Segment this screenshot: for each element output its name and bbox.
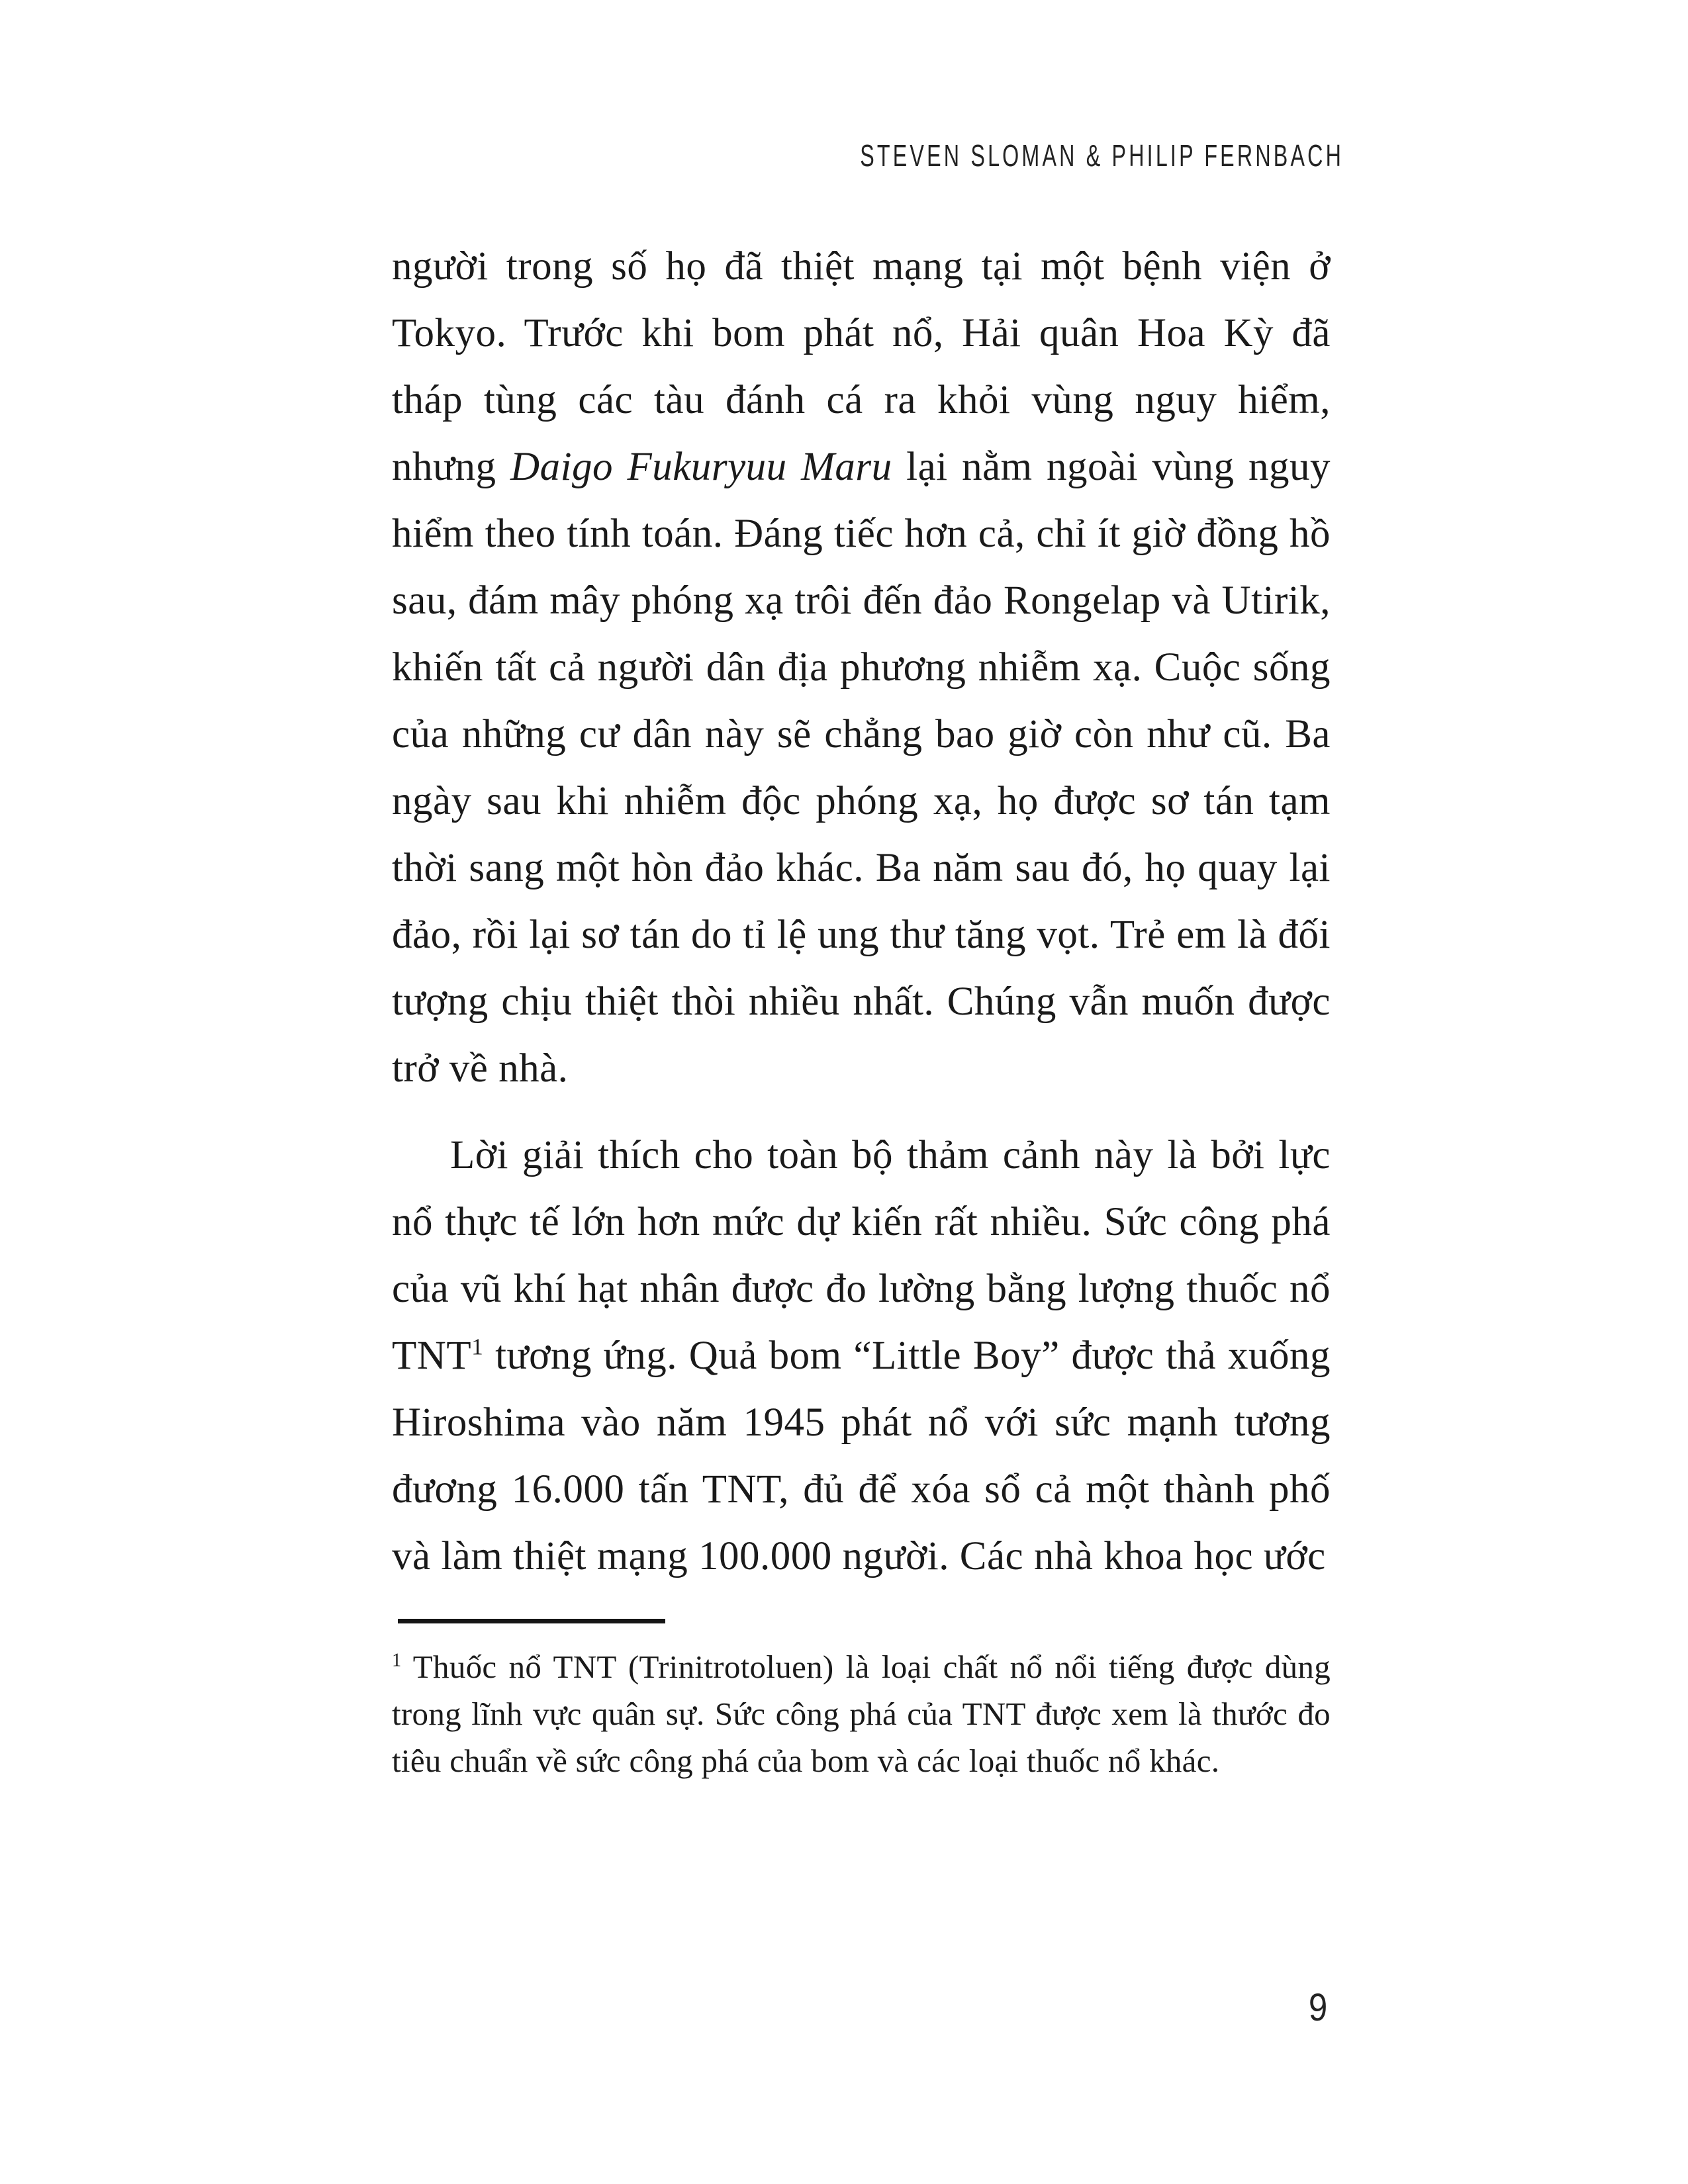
running-header: STEVEN SLOMAN & PHILIP FERNBACH	[860, 138, 1344, 173]
paragraph	[392, 1122, 1331, 1590]
text-segment: Daigo Fukuryuu Maru	[510, 445, 892, 489]
text-segment: Lời giải thích cho toàn bộ thảm cảnh này là bởi lực nổ thực tế lớn hơn mức dự kiến rất nhiều. Sức công phá của vũ khí hạt nhân được đo lường bằng lượng thuốc nổ TNT	[392, 1133, 1331, 1378]
footnote-ref: 1	[471, 1333, 484, 1360]
paragraph	[392, 233, 1331, 1102]
footnote-ref: 1	[392, 1650, 402, 1671]
footnote-separator	[398, 1619, 665, 1623]
paragraph-container	[392, 233, 1331, 1590]
text-segment: tương ứng. Quả bom “Little Boy” được thả xuống Hiroshima vào năm 1945 phát nổ với sức mạnh tương đương 16.000 tấn TNT, đủ để xóa sổ cả một thành phố và làm thiệt mạng 100.000 người. Các nhà khoa học ước	[392, 1334, 1331, 1578]
body-text	[392, 233, 1331, 1784]
page-number: 9	[1308, 1986, 1327, 2029]
text-segment: người trong số họ đã thiệt mạng tại một bệnh viện ở Tokyo. Trước khi bom phát nổ, Hải quân Hoa Kỳ đã tháp tùng các tàu đánh cá ra khỏi vùng nguy hiểm, nhưng	[392, 244, 1331, 489]
text-segment: lại nằm ngoài vùng nguy hiểm theo tính toán. Đáng tiếc hơn cả, chỉ ít giờ đồng hồ sau, đám mây phóng xạ trôi đến đảo Rongelap và Utirik, khiến tất cả người dân địa phương nhiễm xạ. Cuộc sống của những cư dân này sẽ chẳng bao giờ còn như cũ. Ba ngày sau khi nhiễm độc phóng xạ, họ được sơ tán tạm thời sang một hòn đảo khác. Ba năm sau đó, họ quay lại đảo, rồi lại sơ tán do tỉ lệ ung thư tăng vọt. Trẻ em là đối tượng chịu thiệt thòi nhiều nhất. Chúng vẫn muốn được trở về nhà.	[392, 445, 1331, 1091]
footnote	[392, 1643, 1331, 1784]
text-segment: Thuốc nổ TNT (Trinitrotoluen) là loại chất nổ nổi tiếng được dùng trong lĩnh vực quân sự. Sức công phá của TNT được xem là thước đo tiêu chuẩn về sức công phá của bom và các loại thuốc nổ khác.	[392, 1649, 1331, 1779]
